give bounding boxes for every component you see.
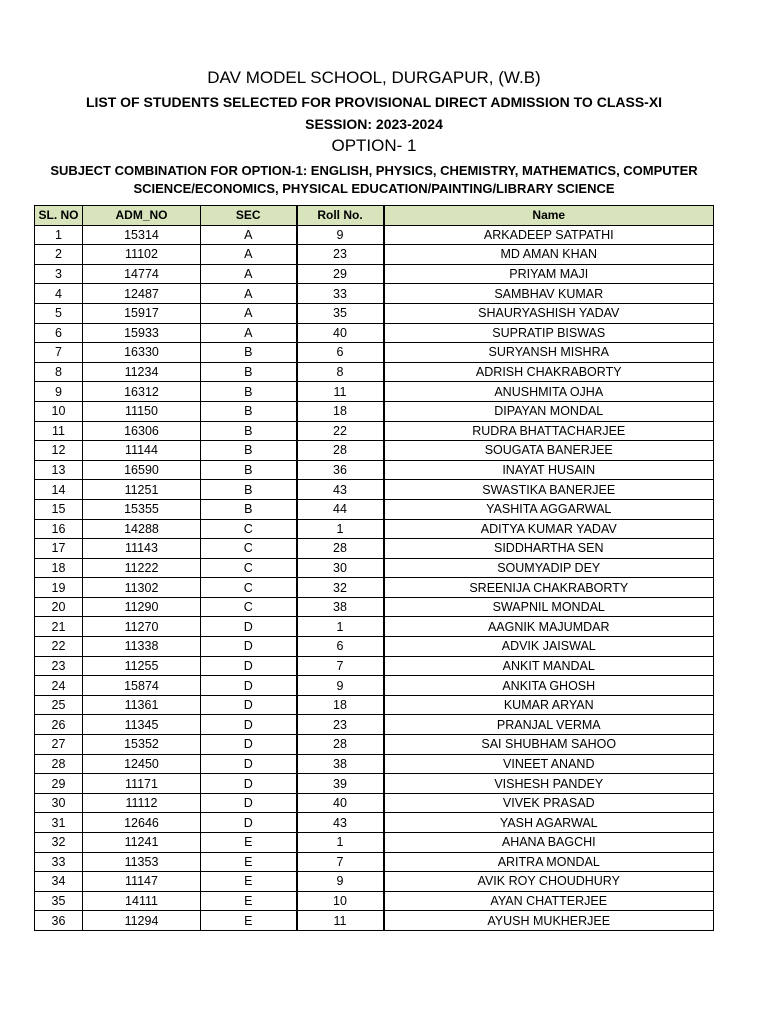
sl-no-cell: 33 <box>35 852 83 872</box>
sec-cell: B <box>201 480 297 500</box>
sec-cell: A <box>201 245 297 265</box>
roll-no-cell: 28 <box>297 441 384 461</box>
sl-no-cell: 18 <box>35 558 83 578</box>
adm-no-cell: 11234 <box>83 362 201 382</box>
name-cell: ANUSHMITA OJHA <box>384 382 714 402</box>
sec-cell: E <box>201 891 297 911</box>
sec-cell: D <box>201 656 297 676</box>
adm-no-cell: 11241 <box>83 833 201 853</box>
name-cell: SWASTIKA BANERJEE <box>384 480 714 500</box>
name-cell: INAYAT HUSAIN <box>384 460 714 480</box>
sec-cell: D <box>201 735 297 755</box>
table-row <box>35 284 714 304</box>
sl-no-cell: 10 <box>35 401 83 421</box>
adm-no-cell: 11270 <box>83 617 201 637</box>
sec-cell: B <box>201 343 297 363</box>
name-cell: SREENIJA CHAKRABORTY <box>384 578 714 598</box>
adm-no-cell: 15314 <box>83 225 201 245</box>
roll-no-cell: 43 <box>297 813 384 833</box>
table-row <box>35 323 714 343</box>
sl-no-cell: 32 <box>35 833 83 853</box>
adm-no-cell: 11144 <box>83 441 201 461</box>
table-row <box>35 833 714 853</box>
table-row <box>35 303 714 323</box>
table-row <box>35 519 714 539</box>
adm-no-cell: 11102 <box>83 245 201 265</box>
sl-no-cell: 13 <box>35 460 83 480</box>
adm-no-cell: 15355 <box>83 499 201 519</box>
school-name: DAV MODEL SCHOOL, DURGAPUR, (W.B) <box>207 68 541 87</box>
sl-no-cell: 4 <box>35 284 83 304</box>
adm-no-cell: 11150 <box>83 401 201 421</box>
sec-cell: B <box>201 460 297 480</box>
sec-cell: E <box>201 911 297 931</box>
name-cell: SOUGATA BANERJEE <box>384 441 714 461</box>
sec-cell: B <box>201 401 297 421</box>
adm-no-cell: 11143 <box>83 539 201 559</box>
sec-cell: A <box>201 225 297 245</box>
name-cell: AYUSH MUKHERJEE <box>384 911 714 931</box>
table-row <box>35 225 714 245</box>
adm-no-cell: 11345 <box>83 715 201 735</box>
column-header-sl-no: SL. NO <box>35 206 83 226</box>
table-body <box>35 225 714 930</box>
roll-no-cell: 11 <box>297 911 384 931</box>
adm-no-cell: 15352 <box>83 735 201 755</box>
adm-no-cell: 12487 <box>83 284 201 304</box>
name-cell: VISHESH PANDEY <box>384 774 714 794</box>
adm-no-cell: 16306 <box>83 421 201 441</box>
name-cell: SURYANSH MISHRA <box>384 343 714 363</box>
table-row <box>35 539 714 559</box>
subject-combination-line-2: SCIENCE/ECONOMICS, PHYSICAL EDUCATION/PAINTING/LIBRARY SCIENCE <box>133 181 615 196</box>
sec-cell: E <box>201 833 297 853</box>
name-cell: SUPRATIP BISWAS <box>384 323 714 343</box>
table-row <box>35 558 714 578</box>
sl-no-cell: 23 <box>35 656 83 676</box>
sec-cell: D <box>201 617 297 637</box>
name-cell: VIVEK PRASAD <box>384 793 714 813</box>
roll-no-cell: 6 <box>297 637 384 657</box>
column-header-roll-no: Roll No. <box>297 206 384 226</box>
sl-no-cell: 27 <box>35 735 83 755</box>
roll-no-cell: 18 <box>297 401 384 421</box>
roll-no-cell: 8 <box>297 362 384 382</box>
roll-no-cell: 9 <box>297 872 384 892</box>
name-cell: ARKADEEP SATPATHI <box>384 225 714 245</box>
table-row <box>35 499 714 519</box>
roll-no-cell: 1 <box>297 617 384 637</box>
roll-no-cell: 6 <box>297 343 384 363</box>
sl-no-cell: 3 <box>35 264 83 284</box>
table-row <box>35 480 714 500</box>
sl-no-cell: 11 <box>35 421 83 441</box>
sec-cell: A <box>201 323 297 343</box>
name-cell: AYAN CHATTERJEE <box>384 891 714 911</box>
name-cell: KUMAR ARYAN <box>384 695 714 715</box>
adm-no-cell: 11353 <box>83 852 201 872</box>
sl-no-cell: 36 <box>35 911 83 931</box>
roll-no-cell: 36 <box>297 460 384 480</box>
subject-combination-line-1: SUBJECT COMBINATION FOR OPTION-1: ENGLISH, PHYSICS, CHEMISTRY, MATHEMATICS, COMPUTER <box>50 163 698 178</box>
table-row <box>35 872 714 892</box>
name-cell: PRIYAM MAJI <box>384 264 714 284</box>
column-header-adm-no: ADM_NO <box>83 206 201 226</box>
table-row <box>35 852 714 872</box>
table-row <box>35 597 714 617</box>
sl-no-cell: 22 <box>35 637 83 657</box>
name-cell: DIPAYAN MONDAL <box>384 401 714 421</box>
sl-no-cell: 17 <box>35 539 83 559</box>
name-cell: SAI SHUBHAM SAHOO <box>384 735 714 755</box>
adm-no-cell: 12646 <box>83 813 201 833</box>
sec-cell: B <box>201 499 297 519</box>
roll-no-cell: 1 <box>297 519 384 539</box>
adm-no-cell: 15917 <box>83 303 201 323</box>
adm-no-cell: 15933 <box>83 323 201 343</box>
table-row <box>35 715 714 735</box>
sl-no-cell: 29 <box>35 774 83 794</box>
sec-cell: B <box>201 441 297 461</box>
roll-no-cell: 39 <box>297 774 384 794</box>
sl-no-cell: 20 <box>35 597 83 617</box>
roll-no-cell: 43 <box>297 480 384 500</box>
adm-no-cell: 14288 <box>83 519 201 539</box>
session-label: SESSION: 2023-2024 <box>305 116 443 132</box>
adm-no-cell: 14774 <box>83 264 201 284</box>
name-cell: ADVIK JAISWAL <box>384 637 714 657</box>
sl-no-cell: 30 <box>35 793 83 813</box>
table-row <box>35 264 714 284</box>
name-cell: YASHITA AGGARWAL <box>384 499 714 519</box>
sec-cell: D <box>201 774 297 794</box>
roll-no-cell: 38 <box>297 754 384 774</box>
adm-no-cell: 11302 <box>83 578 201 598</box>
sl-no-cell: 7 <box>35 343 83 363</box>
name-cell: YASH AGARWAL <box>384 813 714 833</box>
sl-no-cell: 25 <box>35 695 83 715</box>
sec-cell: D <box>201 754 297 774</box>
name-cell: AHANA BAGCHI <box>384 833 714 853</box>
name-cell: ANKIT MANDAL <box>384 656 714 676</box>
name-cell: AVIK ROY CHOUDHURY <box>384 872 714 892</box>
adm-no-cell: 11251 <box>83 480 201 500</box>
sl-no-cell: 6 <box>35 323 83 343</box>
sec-cell: A <box>201 284 297 304</box>
roll-no-cell: 38 <box>297 597 384 617</box>
adm-no-cell: 12450 <box>83 754 201 774</box>
table-row <box>35 911 714 931</box>
sl-no-cell: 9 <box>35 382 83 402</box>
table-row <box>35 793 714 813</box>
sec-cell: C <box>201 558 297 578</box>
roll-no-cell: 9 <box>297 676 384 696</box>
name-cell: ADRISH CHAKRABORTY <box>384 362 714 382</box>
name-cell: SIDDHARTHA SEN <box>384 539 714 559</box>
name-cell: ANKITA GHOSH <box>384 676 714 696</box>
roll-no-cell: 29 <box>297 264 384 284</box>
sl-no-cell: 21 <box>35 617 83 637</box>
roll-no-cell: 9 <box>297 225 384 245</box>
roll-no-cell: 44 <box>297 499 384 519</box>
adm-no-cell: 16330 <box>83 343 201 363</box>
table-row <box>35 362 714 382</box>
adm-no-cell: 11338 <box>83 637 201 657</box>
roll-no-cell: 32 <box>297 578 384 598</box>
adm-no-cell: 11222 <box>83 558 201 578</box>
sec-cell: E <box>201 872 297 892</box>
roll-no-cell: 28 <box>297 735 384 755</box>
sec-cell: D <box>201 695 297 715</box>
roll-no-cell: 40 <box>297 323 384 343</box>
table-row <box>35 421 714 441</box>
adm-no-cell: 11255 <box>83 656 201 676</box>
adm-no-cell: 15874 <box>83 676 201 696</box>
sl-no-cell: 5 <box>35 303 83 323</box>
sl-no-cell: 34 <box>35 872 83 892</box>
sec-cell: C <box>201 578 297 598</box>
sec-cell: B <box>201 362 297 382</box>
sec-cell: D <box>201 793 297 813</box>
sec-cell: D <box>201 813 297 833</box>
table-row <box>35 617 714 637</box>
student-table <box>34 205 714 931</box>
roll-no-cell: 28 <box>297 539 384 559</box>
roll-no-cell: 40 <box>297 793 384 813</box>
sec-cell: A <box>201 303 297 323</box>
roll-no-cell: 35 <box>297 303 384 323</box>
roll-no-cell: 1 <box>297 833 384 853</box>
roll-no-cell: 7 <box>297 852 384 872</box>
sec-cell: E <box>201 852 297 872</box>
adm-no-cell: 11294 <box>83 911 201 931</box>
sl-no-cell: 35 <box>35 891 83 911</box>
table-row <box>35 343 714 363</box>
sl-no-cell: 2 <box>35 245 83 265</box>
name-cell: ADITYA KUMAR YADAV <box>384 519 714 539</box>
adm-no-cell: 16590 <box>83 460 201 480</box>
adm-no-cell: 11290 <box>83 597 201 617</box>
sec-cell: B <box>201 421 297 441</box>
roll-no-cell: 18 <box>297 695 384 715</box>
list-title: LIST OF STUDENTS SELECTED FOR PROVISIONAL DIRECT ADMISSION TO CLASS-XI <box>85 94 663 110</box>
name-cell: PRANJAL VERMA <box>384 715 714 735</box>
table-row <box>35 891 714 911</box>
sec-cell: D <box>201 637 297 657</box>
name-cell: SOUMYADIP DEY <box>384 558 714 578</box>
roll-no-cell: 10 <box>297 891 384 911</box>
name-cell: SAMBHAV KUMAR <box>384 284 714 304</box>
sec-cell: D <box>201 715 297 735</box>
roll-no-cell: 33 <box>297 284 384 304</box>
name-cell: RUDRA BHATTACHARJEE <box>384 421 714 441</box>
table-header-row <box>35 206 714 226</box>
sl-no-cell: 12 <box>35 441 83 461</box>
sec-cell: C <box>201 597 297 617</box>
sl-no-cell: 19 <box>35 578 83 598</box>
sl-no-cell: 1 <box>35 225 83 245</box>
roll-no-cell: 22 <box>297 421 384 441</box>
sec-cell: D <box>201 676 297 696</box>
table-row <box>35 813 714 833</box>
table-row <box>35 637 714 657</box>
roll-no-cell: 7 <box>297 656 384 676</box>
name-cell: ARITRA MONDAL <box>384 852 714 872</box>
sl-no-cell: 14 <box>35 480 83 500</box>
table-row <box>35 578 714 598</box>
table-row <box>35 656 714 676</box>
roll-no-cell: 23 <box>297 715 384 735</box>
sl-no-cell: 31 <box>35 813 83 833</box>
sec-cell: C <box>201 539 297 559</box>
name-cell: SWAPNIL MONDAL <box>384 597 714 617</box>
column-header-sec: SEC <box>201 206 297 226</box>
roll-no-cell: 11 <box>297 382 384 402</box>
sec-cell: A <box>201 264 297 284</box>
sl-no-cell: 16 <box>35 519 83 539</box>
sec-cell: C <box>201 519 297 539</box>
sl-no-cell: 26 <box>35 715 83 735</box>
roll-no-cell: 23 <box>297 245 384 265</box>
adm-no-cell: 11147 <box>83 872 201 892</box>
table-row <box>35 441 714 461</box>
table-row <box>35 382 714 402</box>
sl-no-cell: 15 <box>35 499 83 519</box>
sec-cell: B <box>201 382 297 402</box>
table-row <box>35 245 714 265</box>
name-cell: SHAURYASHISH YADAV <box>384 303 714 323</box>
sl-no-cell: 28 <box>35 754 83 774</box>
table-row <box>35 401 714 421</box>
adm-no-cell: 11112 <box>83 793 201 813</box>
column-header-name: Name <box>384 206 714 226</box>
adm-no-cell: 16312 <box>83 382 201 402</box>
adm-no-cell: 11171 <box>83 774 201 794</box>
table-row <box>35 695 714 715</box>
table-row <box>35 735 714 755</box>
sl-no-cell: 24 <box>35 676 83 696</box>
name-cell: VINEET ANAND <box>384 754 714 774</box>
option-label: OPTION- 1 <box>331 136 417 155</box>
roll-no-cell: 30 <box>297 558 384 578</box>
adm-no-cell: 14111 <box>83 891 201 911</box>
name-cell: AAGNIK MAJUMDAR <box>384 617 714 637</box>
table-row <box>35 754 714 774</box>
subject-combination <box>0 162 748 198</box>
table-row <box>35 774 714 794</box>
table-row <box>35 676 714 696</box>
name-cell: MD AMAN KHAN <box>384 245 714 265</box>
table-row <box>35 460 714 480</box>
adm-no-cell: 11361 <box>83 695 201 715</box>
sl-no-cell: 8 <box>35 362 83 382</box>
